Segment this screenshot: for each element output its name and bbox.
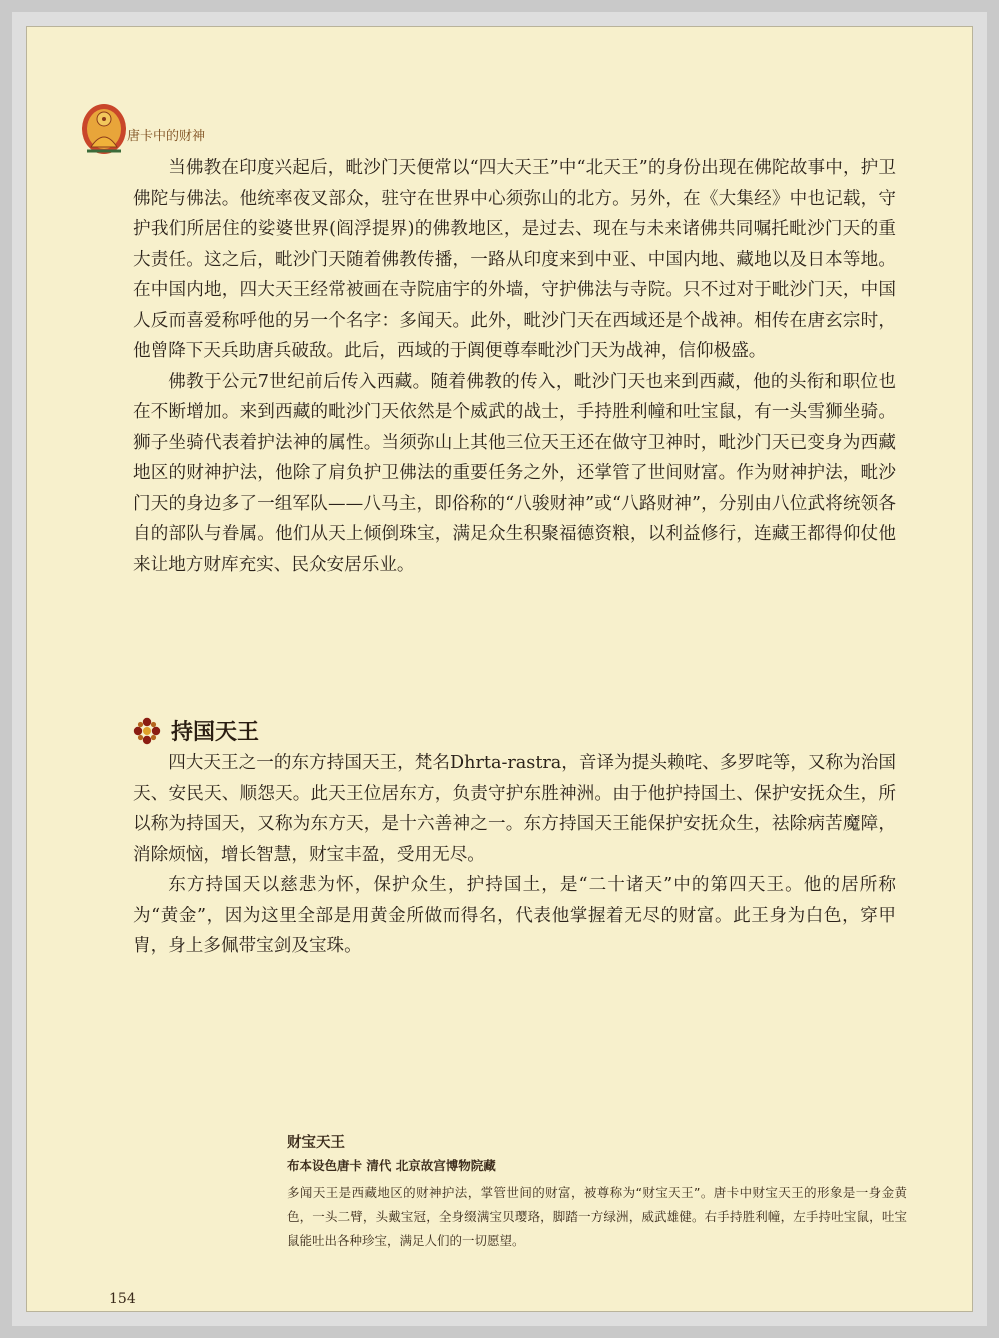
header-title: 唐卡中的财神 — [127, 129, 206, 144]
flower-ornament-icon — [131, 715, 163, 747]
caption-subtitle: 布本设色唐卡 清代 北京故宫博物院藏 — [287, 1158, 496, 1173]
page-number: 154 — [109, 1291, 136, 1307]
caption-description: 多闻天王是西藏地区的财神护法，掌管世间的财富，被尊称为“财宝天王”。唐卡中财宝天王的形象是一身金黄色，一头二臂，头戴宝冠，全身缀满宝贝璎珞，脚踏一方绿洲，威武雄健。右手持胜利幢，左手持吐宝鼠，吐宝鼠能吐出各种珍宝，满足人们的一切愿望。 — [287, 1185, 907, 1248]
body-paragraph: 当佛教在印度兴起后，毗沙门天便常以“四大天王”中“北天王”的身份出现在佛陀故事中，护卫佛陀与佛法。他统率夜叉部众，驻守在世界中心须弥山的北方。另外，在《大集经》中也记载，守护我们所居住的娑婆世界(阎浮提界)的佛教地区，是过去、现在与未来诸佛共同嘱托毗沙门天的重大责任。这之后，毗沙门天随着佛教传播，一路从印度来到中亚、中国内地、藏地以及日本等地。在中国内地，四大天王经常被画在寺院庙宇的外墙，守护佛法与寺院。只不过对于毗沙门天，中国人反而喜爱称呼他的另一个名字：多闻天。此外，毗沙门天在西域还是个战神。相传在唐玄宗时，他曾降下天兵助唐兵破敌。此后，西域的于阗便尊奉毗沙门天为战神，信仰极盛。 — [133, 158, 896, 361]
page-frame — [12, 12, 987, 1326]
section-title: 持国天王 — [171, 720, 260, 745]
main-body — [133, 153, 896, 580]
body-paragraph: 四大天王之一的东方持国天王，梵名Dhrta-rastra，音译为提头赖咤、多罗咤等，又称为治国天、安民天、顺怨天。此天王位居东方，负责守护东胜神洲。由于他护持国土、保护安抚众生，所以称为持国天，又称为东方天，是十六善神之一。东方持国天王能保护安抚众生，祛除病苦魔障，消除烦恼，增长智慧，财宝丰盈，受用无尽。 — [133, 753, 896, 865]
image-caption — [287, 1131, 907, 1253]
section-body — [133, 748, 896, 962]
thangka-deity-icon — [81, 103, 127, 155]
caption-title: 财宝天王 — [287, 1135, 345, 1151]
book-page — [26, 26, 973, 1312]
body-paragraph: 佛教于公元7世纪前后传入西藏。随着佛教的传入，毗沙门天也来到西藏，他的头衔和职位也在不断增加。来到西藏的毗沙门天依然是个威武的战士，手持胜利幢和吐宝鼠，有一头雪狮坐骑。狮子坐骑代表着护法神的属性。当须弥山上其他三位天王还在做守卫神时，毗沙门天已变身为西藏地区的财神护法，他除了肩负护卫佛法的重要任务之外，还掌管了世间财富。作为财神护法，毗沙门天的身边多了一组军队——八马主，即俗称的“八骏财神”或“八路财神”，分别由八位武将统领各自的部队与眷属。他们从天上倾倒珠宝，满足众生积聚福德资粮，以利益修行，连藏王都得仰仗他来让地方财库充实、民众安居乐业。 — [133, 371, 896, 575]
body-paragraph: 东方持国天以慈悲为怀，保护众生，护持国土，是“二十诸天”中的第四天王。他的居所称为“黄金”，因为这里全部是用黄金所做而得名，代表他掌握着无尽的财富。此王身为白色，穿甲胄，身上多佩带宝剑及宝珠。 — [133, 875, 896, 956]
